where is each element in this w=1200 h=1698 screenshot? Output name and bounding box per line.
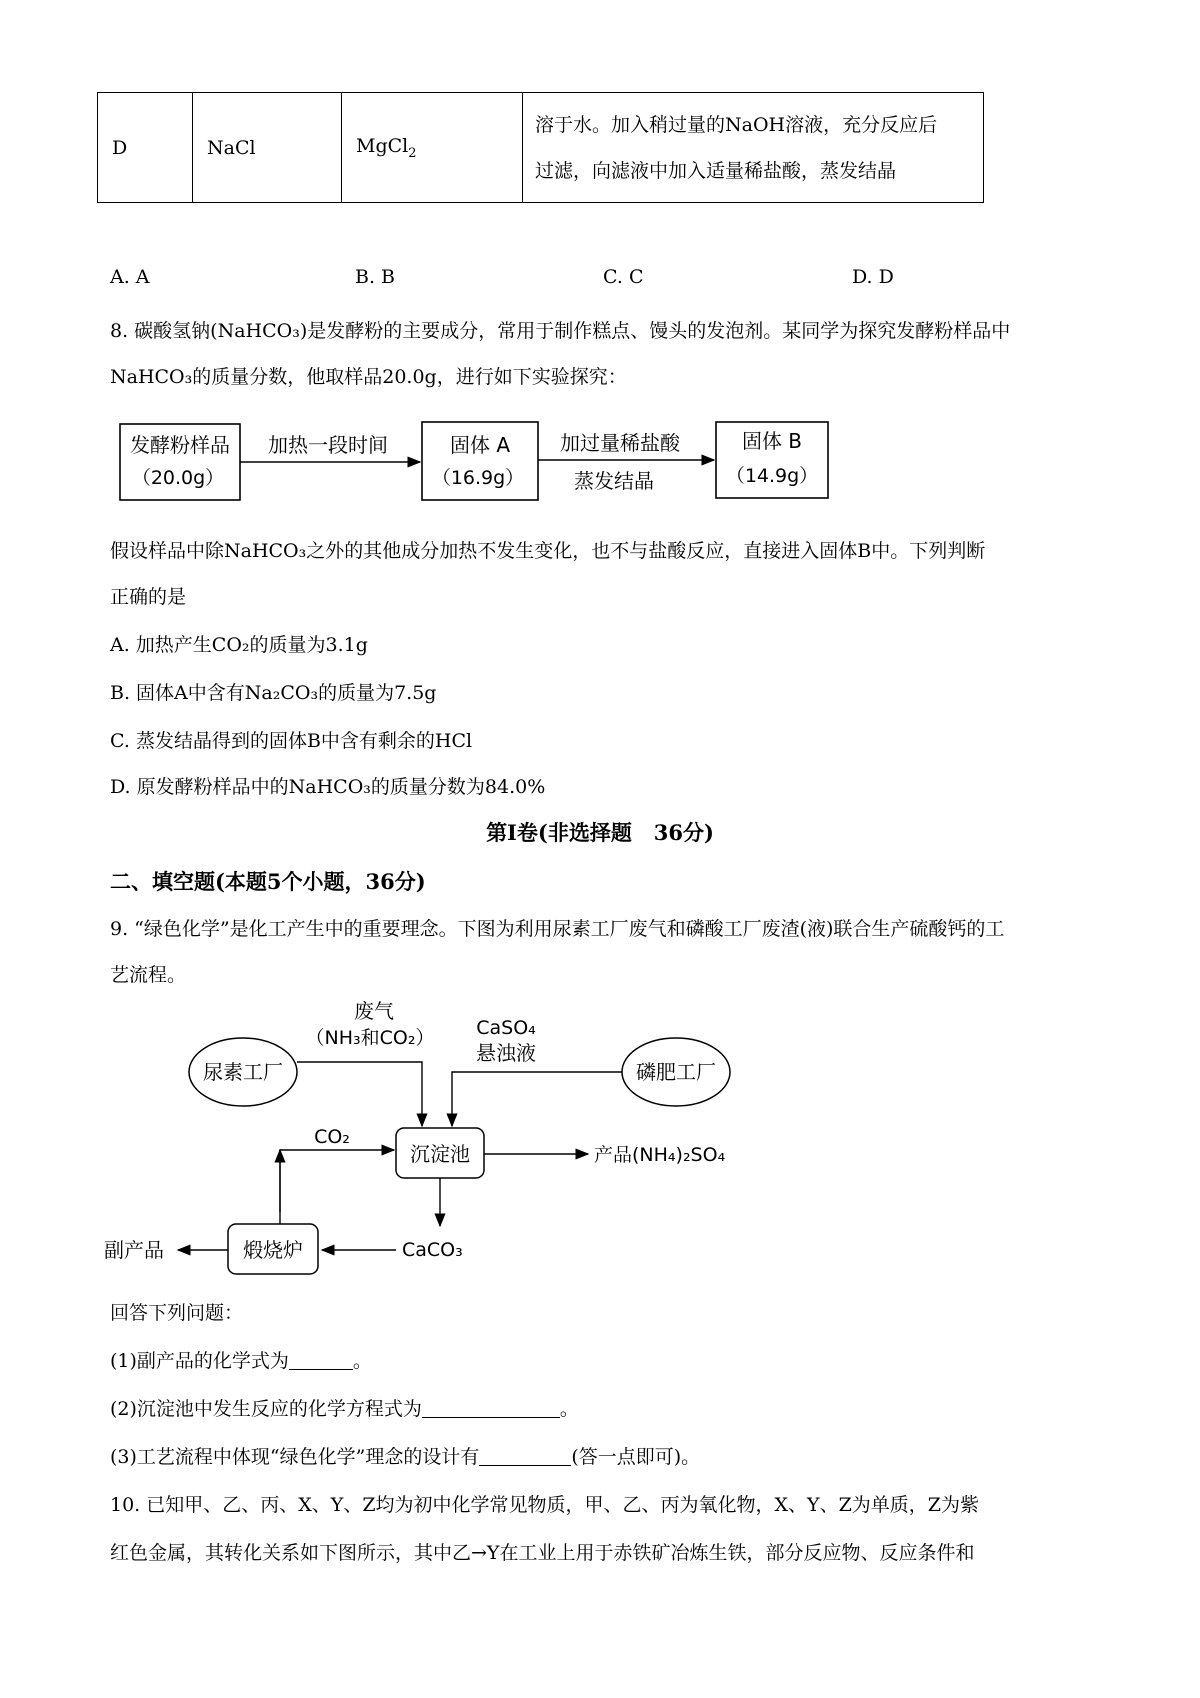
solid-a-name: 固体 A xyxy=(449,433,511,457)
q9-sub-1-end: 。 xyxy=(352,1350,372,1372)
part-two-title: 二、填空题(本题5个小题，36分) xyxy=(110,869,426,894)
sample-box-name: 发酵粉样品 xyxy=(130,433,230,457)
arrow-acid-label-bottom: 蒸发结晶 xyxy=(574,469,654,493)
options-table xyxy=(97,92,984,203)
section-title: 第Ⅰ卷(非选择题 36分) xyxy=(486,820,714,845)
solid-b-name: 固体 B xyxy=(741,429,803,453)
arrow-heat-label: 加热一段时间 xyxy=(268,433,388,457)
q8-stem-1: 8. 碳酸氢钠(NaHCO₃)是发酵粉的主要成分，常用于制作糕点、馒头的发泡剂。某同学为探究发酵粉样品中 xyxy=(110,320,1011,342)
method-cell xyxy=(523,93,984,203)
method-line-1: 溶于水。加入稍过量的NaOH溶液，充分反应后 xyxy=(535,113,938,136)
q7-option-b: B. B xyxy=(355,266,396,288)
q8-option-d: D. 原发酵粉样品中的NaHCO₃的质量分数为84.0% xyxy=(110,776,546,798)
q7-option-a: A. A xyxy=(110,266,150,288)
solid-a-mass: （16.9g） xyxy=(431,467,525,489)
waste-gas-label: 废气 xyxy=(354,1000,394,1023)
q9-sub-2-end: 。 xyxy=(559,1398,579,1420)
answer-blank-2[interactable] xyxy=(422,1398,560,1418)
answer-blank-1[interactable] xyxy=(289,1350,353,1370)
q10-stem-2: 红色金属，其转化关系如下图所示，其中乙→Y在工业上用于赤铁矿冶炼生铁，部分反应物、反应条件和 xyxy=(110,1542,975,1564)
q9-sub-2-text: (2)沉淀池中发生反应的化学方程式为 xyxy=(110,1398,422,1420)
settling-tank-label: 沉淀池 xyxy=(410,1142,470,1166)
caso4-label: CaSO₄ xyxy=(476,1017,536,1039)
suspension-label: 悬浊液 xyxy=(476,1041,536,1065)
q8-option-a: A. 加热产生CO₂的质量为3.1g xyxy=(110,634,368,656)
q8-assumption-2: 正确的是 xyxy=(110,586,187,608)
q9-sub-2 xyxy=(110,1394,579,1421)
q9-answer-prompt: 回答下列问题： xyxy=(110,1302,244,1324)
q10-stem-1: 10. 已知甲、乙、丙、X、Y、Z均为初中化学常见物质，甲、乙、丙为氧化物，X、Y、Z为单质，Z为紫 xyxy=(110,1494,980,1516)
q8-assumption-1: 假设样品中除NaHCO₃之外的其他成分加热不发生变化，也不与盐酸反应，直接进入固体B中。下列判断 xyxy=(110,540,986,562)
q9-sub-1 xyxy=(110,1346,372,1373)
phosphate-to-tank-arrow xyxy=(452,1072,622,1126)
answer-blank-3[interactable] xyxy=(479,1446,571,1466)
urea-to-tank-arrow xyxy=(297,1062,422,1126)
q9-sub-3-end: (答一点即可)。 xyxy=(571,1446,701,1468)
q8-option-b: B. 固体A中含有Na₂CO₃的质量为7.5g xyxy=(110,682,437,704)
row-label: D xyxy=(98,93,193,203)
q8-experiment-diagram xyxy=(110,416,850,516)
q9-sub-3 xyxy=(110,1442,700,1469)
q9-process-flow-diagram xyxy=(100,1000,760,1280)
q7-option-c: C. C xyxy=(603,266,644,288)
co2-label: CO₂ xyxy=(314,1126,350,1148)
product-label: 产品(NH₄)₂SO₄ xyxy=(594,1144,726,1166)
q9-sub-1-text: (1)副产品的化学式为 xyxy=(110,1350,289,1372)
q7-options xyxy=(110,266,1010,292)
co2-recycle-arrow xyxy=(280,1150,394,1212)
q9-sub-3-text: (3)工艺流程中体现“绿色化学”理念的设计有 xyxy=(110,1446,480,1468)
q8-stem-2: NaHCO₃的质量分数，他取样品20.0g，进行如下实验探究： xyxy=(110,366,627,388)
q8-option-c: C. 蒸发结晶得到的固体B中含有剩余的HCl xyxy=(110,730,473,752)
method-line-2: 过滤，向滤液中加入适量稀盐酸，蒸发结晶 xyxy=(535,159,897,182)
arrow-acid-label-top: 加过量稀盐酸 xyxy=(560,431,680,455)
caco3-label: CaCO₃ xyxy=(402,1239,463,1261)
sample-box-mass: （20.0g） xyxy=(131,467,225,489)
q9-stem-1: 9. “绿色化学”是化工产生中的重要理念。下图为利用尿素工厂废气和磷酸工厂废渣(液)联合生产硫酸钙的工 xyxy=(110,918,1005,940)
impurity-formula: MgCl xyxy=(356,134,409,157)
phosphate-factory-label: 磷肥工厂 xyxy=(636,1060,716,1084)
byproduct-label: 副产品 xyxy=(104,1238,164,1262)
urea-factory-label: 尿素工厂 xyxy=(203,1060,283,1084)
waste-gas-formula: （NH₃和CO₂） xyxy=(305,1027,435,1049)
q9-stem-2: 艺流程。 xyxy=(110,964,187,986)
impurity-cell xyxy=(342,93,523,203)
substance-cell: NaCl xyxy=(193,93,342,203)
calcining-furnace-label: 煅烧炉 xyxy=(243,1238,303,1262)
table-row xyxy=(98,93,984,203)
solid-b-mass: （14.9g） xyxy=(725,465,819,487)
impurity-subscript: 2 xyxy=(408,145,417,161)
q7-option-d: D. D xyxy=(852,266,894,288)
